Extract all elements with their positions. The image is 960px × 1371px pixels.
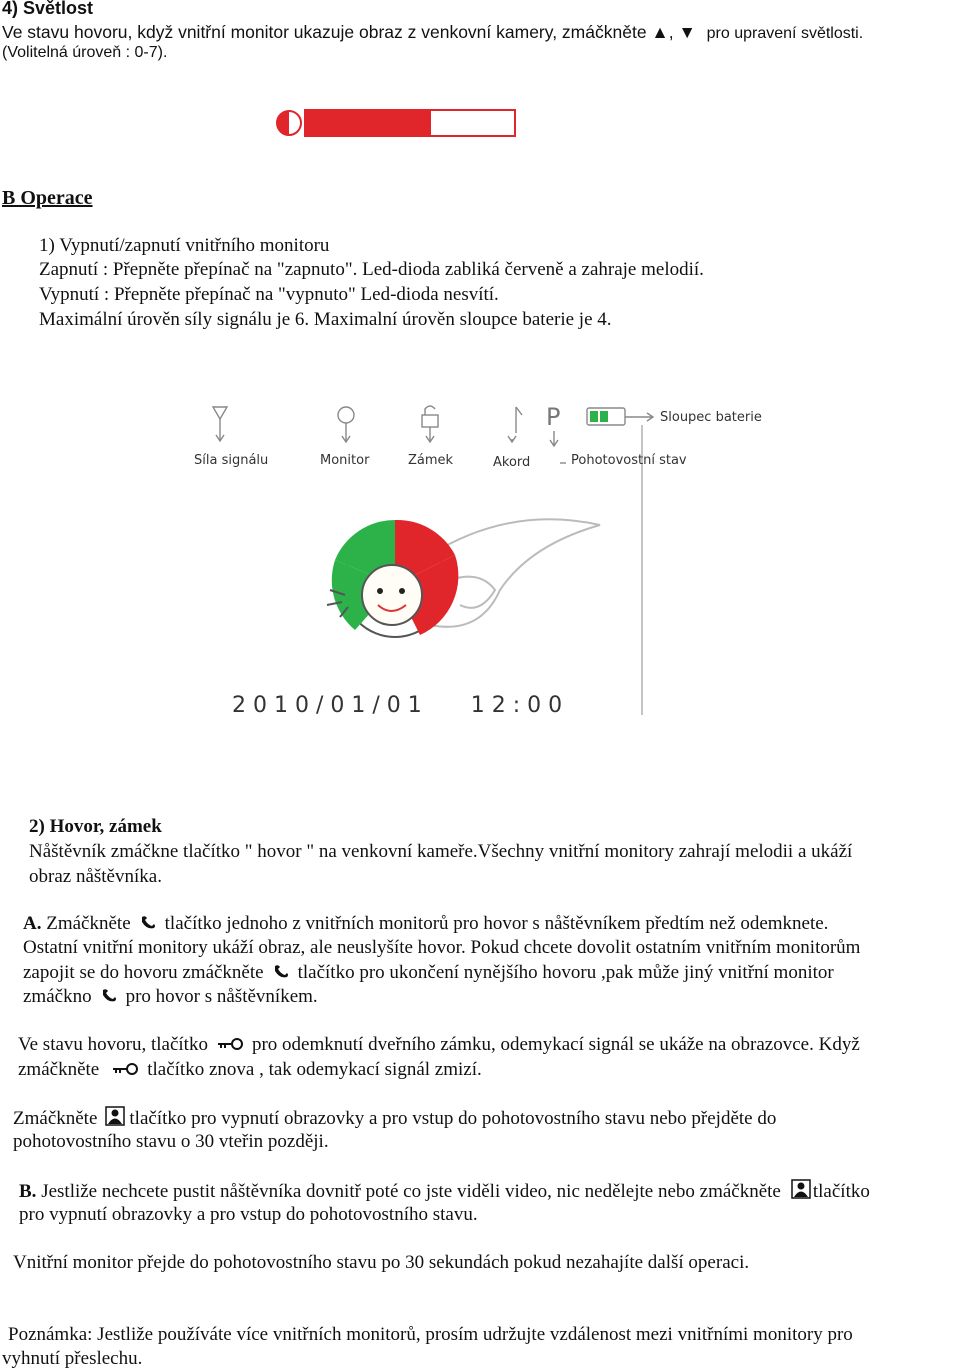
screen-off-icon (105, 1106, 125, 1133)
paragraph-b-line-2: pro vypnutí obrazovky a pro vstup do pohotovostního stavu. (19, 1204, 478, 1225)
paragraph-b-line-1 (19, 1179, 870, 1206)
section-b-item-1-title: 1) Vypnutí/zapnutí vnitřního monitoru (39, 235, 330, 256)
key-icon (216, 1034, 244, 1058)
paragraph-a-l3-a: zapojit se do hovoru zmáčkněte (23, 962, 264, 983)
section-b-item-1-line-2: Vypnutí : Přepněte přepínač na "vypnuto" Led-dioda nesvítí. (39, 284, 499, 305)
standby-letter: P (546, 403, 561, 431)
paragraph-a-line-1 (23, 912, 828, 937)
paragraph-a-l1-b: tlačítko jednoho z vnitřních monitorů pro hovor s nåštěvníkem předtím než odemknete. (164, 913, 829, 934)
paragraph-a-l3-b: tlačítko pro ukončení nynějšího hovoru ,pak může jiný vnitřní monitor (297, 962, 834, 983)
section-4-line-1-text: Ve stavu hovoru, když vnitřní monitor ukazuje obraz z venkovní kamery, zmáčkněte ▲, ▼ (2, 22, 696, 42)
section-2-line-2: obraz nåštěvníka. (29, 866, 162, 887)
screen-l1-a: Zmáčkněte (13, 1107, 98, 1129)
paragraph-b-l1-a: Jestliže nechcete pustit nåštěvníka dovnitř poté co jste viděli video, nic nedělejte nebo zmáčkněte (41, 1180, 781, 1202)
section-4-line-2: (Volitelná úroveň : 0-7). (2, 44, 168, 61)
lock-l1-b: pro odemknutí dveřního zámku, odemykací signál se ukáže na obrazovce. Když (251, 1034, 860, 1055)
brightness-bar (274, 108, 519, 138)
section-b-heading: B Operace (2, 187, 93, 209)
lock-l2-a: zmáčkněte (18, 1059, 100, 1080)
screen-diagram-graphic (180, 395, 800, 730)
label-signal-strength: Síla signálu (194, 453, 269, 468)
section-4-heading: 4) Světlost (2, 0, 94, 18)
key-icon (111, 1059, 139, 1083)
note-line-1: Poznámka: Jestliže používáte více vnitřních monitorů, prosím udržujte vzdálenost mezi vnitřními monitory pro (8, 1324, 853, 1345)
monitor-screen-diagram (180, 395, 800, 730)
section-4-line-1-end: pro upravení světlosti. (706, 25, 864, 42)
screen-off-icon (791, 1179, 811, 1206)
lock-l1-a: Ve stavu hovoru, tlačítko (18, 1034, 208, 1055)
mascot-graphic (327, 519, 600, 637)
label-chord: Akord (493, 455, 531, 470)
section-2-heading: 2) Hovor, zámek (29, 816, 162, 837)
lock-paragraph-line-2 (18, 1058, 482, 1083)
paragraph-a-l4-b: pro hovor s nåštěvníkem. (125, 986, 318, 1007)
lock-paragraph-line-1 (18, 1033, 860, 1058)
paragraph-a-l4-a: zmáčkno (23, 986, 92, 1007)
section-b-item-1-line-1: Zapnutí : Přepněte přepínač na "zapnuto". Led-dioda zabliká červeně a zahraje melodií. (39, 259, 704, 280)
section-b-item-1-line-3: Maximální úrověn síly signálu je 6. Maximalní úrověn sloupce baterie je 4. (39, 309, 612, 330)
brightness-icon (274, 108, 519, 138)
paragraph-a-label: A. (23, 913, 42, 934)
screen-paragraph-line-1 (13, 1106, 776, 1133)
note-line-2: vyhnutí přeslechu. (2, 1348, 143, 1369)
section-2-line-1: Nåštěvník zmáčkne tlačítko " hovor " na venkovní kameře.Všechny vnitřní monitory zahrají melodii a ukáží (29, 841, 853, 862)
label-standby: Pohotovostní stav (571, 453, 687, 468)
screen-paragraph-line-2: pohotovostního stavu o 30 vteřin později. (13, 1131, 329, 1152)
screen-l1-b: tlačítko pro vypnutí obrazovky a pro vstup do pohotovostního stavu nebo přejděte do (129, 1107, 777, 1129)
paragraph-a-line-4 (23, 985, 318, 1010)
paragraph-b-label: B. (19, 1180, 37, 1202)
paragraph-a-l1-a: Zmáčkněte (46, 913, 131, 934)
call-handset-icon (100, 986, 118, 1010)
label-battery-bar: Sloupec baterie (660, 410, 762, 425)
call-handset-icon (272, 962, 290, 986)
label-lock: Zámek (408, 453, 454, 468)
section-4-line-1 (2, 22, 863, 43)
auto-standby-text: Vnitřní monitor přejde do pohotovostního stavu po 30 sekundách pokud nezahajíte další operaci. (13, 1252, 750, 1273)
call-handset-icon (139, 913, 157, 937)
datetime-display: 2010/01/01 12:00 (232, 693, 570, 718)
paragraph-b-l1-b: tlačítko (812, 1180, 870, 1202)
paragraph-a-line-2: Ostatní vnitřní monitory ukáží obraz, ale neuslyšíte hovor. Pokud chcete dovolit ostatním vnitřním monitorům (23, 937, 861, 958)
paragraph-a-line-3 (23, 961, 834, 986)
label-monitor: Monitor (320, 453, 370, 468)
lock-l2-b: tlačítko znova , tak odemykací signál zmizí. (147, 1059, 482, 1080)
